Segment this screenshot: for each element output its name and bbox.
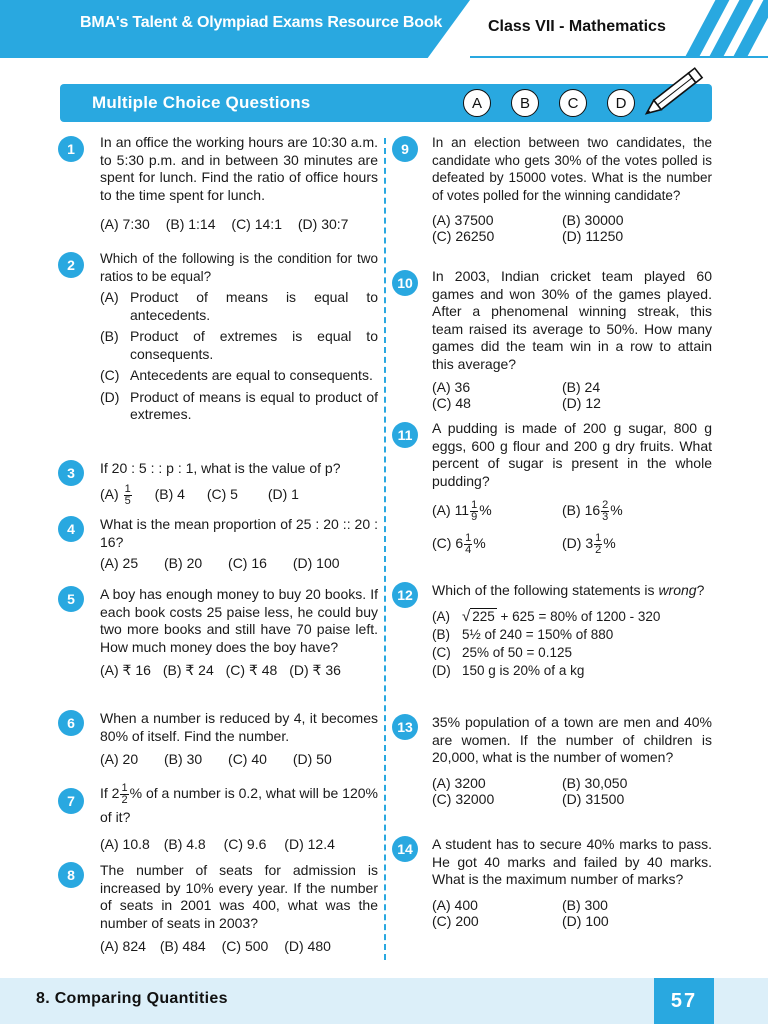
question-number-badge: 13	[392, 714, 418, 740]
header-divider	[470, 56, 768, 58]
option[interactable]: (A) 10.8	[100, 835, 150, 852]
question-number-badge: 5	[58, 586, 84, 612]
question-text: If 20 : 5 : : p : 1, what is the value of p?	[100, 460, 341, 476]
options-row	[100, 662, 378, 680]
option[interactable]: (A) 20	[100, 751, 139, 767]
question-text: A pudding is made of 200 g sugar, 800 g eggs, 600 g flour and 200 g dry fruits. What percent of sugar is present in the whole pudding?	[432, 420, 712, 489]
option[interactable]: (C) ₹ 48	[225, 662, 278, 678]
page-header	[0, 0, 768, 62]
fraction-numerator: 1	[465, 532, 472, 544]
fraction	[120, 783, 128, 806]
question-text: In an election between two candidates, the candidate who gets 30% of the votes polled is defeated by 15000 votes. What is the number of votes polled for the winning candidate?	[432, 135, 712, 203]
option[interactable]: (D) 50	[292, 751, 332, 767]
question-text: The number of seats for admission is increased by 10% every year. If the number of seats in 2001 was 400, what was the number of seats in 2003?	[100, 862, 378, 931]
option[interactable]: (A) 25	[100, 555, 139, 571]
options-row	[100, 484, 378, 507]
option[interactable]: (D) 11250	[562, 228, 624, 244]
option-label: (D)	[432, 662, 451, 678]
fraction	[470, 500, 478, 523]
option[interactable]	[432, 644, 712, 662]
option[interactable]: (B) 20	[164, 555, 203, 571]
question-number-badge: 4	[58, 516, 84, 542]
option[interactable]	[432, 500, 562, 523]
option[interactable]: (B) 30000	[562, 212, 624, 228]
option[interactable]: (D) 100	[562, 912, 609, 929]
question-text	[432, 582, 712, 600]
fraction-denominator: 9	[471, 511, 478, 523]
option[interactable]: (A) 3200	[432, 774, 486, 791]
fraction-denominator: 2	[121, 793, 128, 806]
option[interactable]: (B) 300	[562, 896, 608, 913]
options-row	[100, 751, 378, 769]
page-number: 57	[654, 978, 714, 1024]
question-text: Which of the following is the condition for two ratios to be equal?	[100, 251, 378, 284]
fraction-numerator: 1	[121, 781, 128, 794]
section-banner	[60, 84, 712, 122]
option-label: (A)	[432, 608, 450, 624]
option[interactable]: (C) 16	[228, 555, 267, 571]
question-text: When a number is reduced by 4, it becomes 80% of itself. Find the number.	[100, 710, 378, 744]
mixed-whole: 16	[584, 502, 601, 519]
percent-sign: %	[473, 535, 486, 552]
option-label: (C)	[100, 367, 120, 383]
question-1	[58, 134, 378, 234]
choice-b-circle: B	[511, 89, 539, 117]
options-grid	[432, 212, 712, 244]
option[interactable]: (B) 30	[164, 751, 203, 767]
question-number-badge: 1	[58, 136, 84, 162]
question-text: In 2003, Indian cricket team played 60 games and won 30% of the games played. After a phenomenal winning streak, this team raised its average to 50%. How many games did the team win in a row to attain this average?	[432, 268, 712, 372]
option[interactable]: (A) 824	[100, 938, 146, 954]
option[interactable]: (D) 30:7	[297, 216, 349, 232]
option-label: (D)	[562, 535, 582, 552]
chapter-title: 8. Comparing Quantities	[36, 990, 228, 1007]
option-label: (A)	[432, 502, 451, 519]
question-number-badge: 2	[58, 252, 84, 278]
question-text-part: ?	[696, 582, 705, 598]
question-number-badge: 12	[392, 582, 418, 608]
question-number-badge: 7	[58, 788, 84, 814]
question-5	[58, 586, 378, 680]
percent-sign: %	[603, 535, 616, 552]
option[interactable]: (A) 7:30	[100, 216, 150, 232]
option[interactable]: (C) 48	[432, 395, 471, 411]
section-title: Multiple Choice Questions	[92, 93, 311, 112]
question-14	[392, 836, 712, 929]
mixed-whole: 11	[454, 502, 470, 519]
pencil-icon	[635, 62, 713, 122]
question-11	[392, 420, 712, 556]
option[interactable]: (C) 26250	[432, 228, 495, 244]
percent-sign: %	[610, 502, 623, 519]
column-divider	[384, 138, 386, 960]
question-number-badge: 14	[392, 836, 418, 862]
question-7	[58, 782, 378, 853]
question-text: A boy has enough money to buy 20 books. If each book costs 25 paise less, he could buy two more books and still have 70 paise left. How much money does the boy have?	[100, 586, 378, 655]
fraction-denominator: 5	[124, 494, 131, 507]
question-text	[100, 782, 378, 828]
options-row	[100, 216, 378, 234]
options-grid	[432, 775, 712, 807]
option[interactable]	[100, 328, 378, 363]
choice-d-circle: D	[607, 89, 635, 117]
option-text: Product of extremes is equal to consequents.	[130, 328, 378, 362]
option[interactable]	[432, 608, 712, 626]
option-label: (D)	[100, 388, 120, 405]
options-grid	[432, 500, 712, 556]
option[interactable]: (B) 30,050	[562, 774, 628, 791]
option[interactable]: (D) 12	[562, 395, 601, 411]
question-number-badge: 11	[392, 422, 418, 448]
fraction-numerator: 2	[602, 499, 609, 511]
option[interactable]: (C) 32000	[432, 790, 495, 807]
radicand: 225	[472, 608, 495, 624]
question-text: 35% population of a town are men and 40% are women. If the number of children is 20,000, what is the number of women?	[432, 714, 712, 765]
option[interactable]: (A) 37500	[432, 212, 494, 228]
question-8	[58, 862, 378, 956]
options-list	[432, 608, 712, 680]
option-text: Antecedents are equal to consequents.	[130, 367, 373, 383]
option-label: (A)	[100, 485, 119, 502]
option[interactable]	[100, 484, 133, 507]
option[interactable]	[562, 533, 692, 556]
option[interactable]: (C) 5	[206, 485, 238, 502]
option[interactable]: (A) 400	[432, 896, 478, 913]
sqrt-icon: √ 225	[462, 607, 495, 625]
question-text: What is the mean proportion of 25 : 20 :: 20 : 16?	[100, 516, 378, 550]
option[interactable]: (B) ₹ 24	[162, 662, 214, 678]
option-text: 25% of 50 = 0.125	[462, 644, 572, 660]
option-label: (C)	[432, 644, 451, 660]
fraction-numerator: 1	[471, 499, 478, 511]
choice-c-circle: C	[559, 89, 587, 117]
option[interactable]: (A) ₹ 16	[100, 662, 151, 678]
option-text: + 625 = 80% of 1200 - 320	[500, 608, 661, 624]
question-13	[392, 714, 712, 807]
option[interactable]: (D) 1	[267, 485, 299, 502]
option[interactable]: (C) 9.6	[223, 835, 267, 852]
question-12	[392, 582, 712, 680]
options-list	[100, 289, 378, 424]
option[interactable]: (C) 14:1	[231, 216, 282, 232]
question-2	[58, 250, 378, 424]
question-text: In an office the working hours are 10:30 a.m. to 5:30 p.m. and in between 30 minutes are spent for lunch. Find the ratio of office hours to the time spent for lunch.	[100, 134, 378, 203]
option[interactable]	[432, 626, 712, 644]
fraction-denominator: 4	[465, 544, 472, 556]
question-text: A student has to secure 40% marks to pass. He got 40 marks and failed by 40 marks. What is the maximum number of marks?	[432, 836, 712, 887]
class-subject-label: Class VII - Mathematics	[488, 18, 666, 35]
option-text: 5½ of 240 = 150% of 880	[462, 626, 614, 642]
options-row	[100, 938, 378, 956]
question-text-part: % of a number is 0.2, what will be 120% of it?	[100, 785, 378, 825]
option[interactable]: (B) 1:14	[165, 216, 216, 232]
option[interactable]: (C) 500	[221, 938, 269, 954]
question-10	[392, 268, 712, 411]
option-label: (B)	[432, 626, 450, 642]
option[interactable]: (A) 36	[432, 379, 471, 395]
option-label: (A)	[100, 289, 119, 305]
option[interactable]: (D) 12.4	[284, 835, 335, 852]
option[interactable]: (B) 4.8	[163, 835, 206, 852]
question-number-badge: 10	[392, 270, 418, 296]
option[interactable]: (D) 31500	[562, 790, 625, 807]
question-9	[392, 134, 712, 244]
fraction	[594, 533, 602, 556]
question-text-emphasis: wrong	[658, 582, 697, 598]
fraction-denominator: 2	[595, 544, 602, 556]
option[interactable]: (D) 480	[284, 938, 331, 954]
question-4	[58, 516, 378, 573]
option[interactable]: (C) 40	[228, 751, 267, 767]
option[interactable]	[100, 289, 378, 324]
question-number-badge: 3	[58, 460, 84, 486]
options-row	[100, 836, 378, 854]
option-text: Product of means is equal to antecedents.	[130, 289, 378, 323]
option-label: (B)	[562, 502, 581, 519]
fraction-numerator: 1	[124, 482, 131, 495]
mixed-whole: 6	[455, 535, 464, 552]
question-number-badge: 8	[58, 862, 84, 888]
fraction	[601, 500, 609, 523]
option[interactable]: (B) 24	[562, 379, 601, 395]
question-text-part: If 2	[100, 785, 120, 801]
option[interactable]: (B) 484	[159, 938, 206, 954]
question-text-part: Which of the following statements is	[432, 582, 659, 598]
option[interactable]: (C) 200	[432, 912, 479, 929]
fraction	[464, 533, 472, 556]
options-grid	[432, 379, 712, 411]
fraction	[124, 484, 132, 507]
option[interactable]	[432, 662, 712, 680]
choice-a-circle: A	[463, 89, 491, 117]
question-3	[58, 460, 378, 507]
question-number-badge: 9	[392, 136, 418, 162]
mixed-whole: 3	[585, 535, 594, 552]
option[interactable]	[100, 367, 378, 385]
page-footer	[0, 978, 768, 1024]
options-grid	[432, 897, 712, 929]
option[interactable]: (D) ₹ 36	[289, 662, 341, 678]
option-label: (B)	[100, 328, 119, 344]
question-number-badge: 6	[58, 710, 84, 736]
options-row	[100, 555, 378, 573]
option[interactable]: (D) 100	[292, 555, 340, 571]
fraction-denominator: 3	[602, 511, 609, 523]
option[interactable]	[100, 389, 378, 424]
option[interactable]	[562, 500, 692, 523]
option-text: 150 g is 20% of a kg	[462, 662, 585, 678]
book-title: BMA's Talent & Olympiad Exams Resource Book	[80, 14, 443, 31]
option[interactable]: (B) 4	[154, 485, 185, 502]
option-label: (C)	[432, 535, 452, 552]
option-text: Product of means is equal to product of extremes.	[130, 388, 378, 422]
option[interactable]	[432, 533, 562, 556]
question-6	[58, 710, 378, 769]
fraction-numerator: 1	[595, 532, 602, 544]
percent-sign: %	[479, 502, 492, 519]
